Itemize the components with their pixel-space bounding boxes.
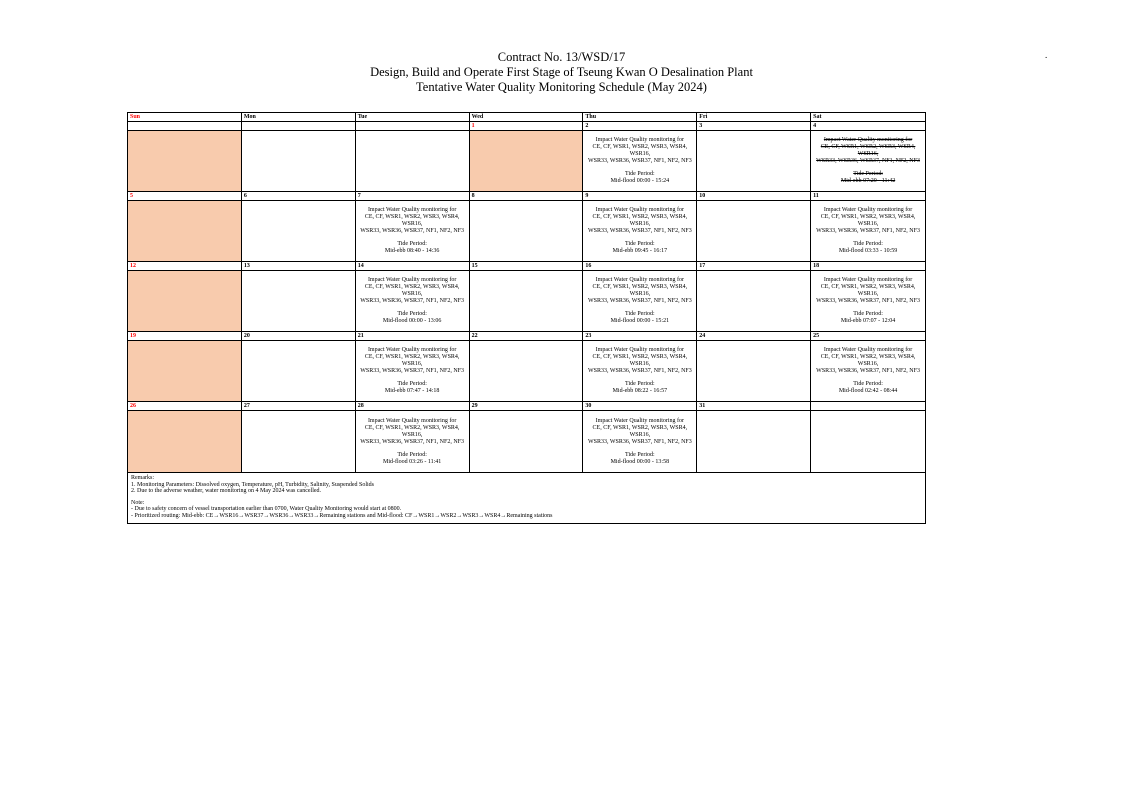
project-name: Design, Build and Operate First Stage of Tseung Kwan O Desalination Plant [370, 65, 753, 79]
event-text-line: Impact Water Quality monitoring for [823, 207, 913, 213]
day-cell [811, 411, 925, 472]
day-header-tue: Tue [356, 113, 470, 121]
day-cell [583, 411, 697, 472]
date-row-week-5 [128, 402, 925, 411]
day-cell [242, 411, 356, 472]
date-label-30: 30 [583, 402, 697, 410]
content-row-week-2 [128, 201, 925, 262]
day-header-mon: Mon [242, 113, 356, 121]
remark-line-1: 1. Monitoring Parameters: Dissolved oxygen, Temperature, pH, Turbidity, Salinity, Suspended Solids [131, 481, 375, 488]
day-cell [583, 271, 697, 331]
weekday-header-row [128, 113, 925, 122]
day-cell [697, 131, 811, 191]
day-cell [470, 201, 584, 261]
tide-period-value: Mid-flood 00:00 - 15:21 [610, 318, 670, 324]
event-text-line: WSR33, WSR36, WSR37, NF1, NF2, NF3 [587, 438, 692, 445]
date-label-24: 24 [697, 332, 811, 340]
date-label-9: 9 [583, 192, 697, 200]
event-text-line: WSR33, WSR36, WSR37, NF1, NF2, NF3 [360, 298, 465, 304]
event-text-line: Impact Water Quality monitoring for [823, 277, 913, 283]
event-text-line: WSR33, WSR36, WSR37, NF1, NF2, NF3 [360, 438, 465, 445]
day-cell [583, 201, 697, 261]
event-text-line: WSR33, WSR36, WSR37, NF1, NF2, NF3 [360, 368, 465, 374]
date-label-6: 6 [242, 192, 356, 200]
event-text-line: CE, CF, WSR1, WSR2, WSR3, WSR4, WSR16, [592, 214, 688, 227]
event-text-line: CE, CF, WSR1, WSR2, WSR3, WSR4, WSR16, [592, 284, 688, 297]
content-row-week-3 [128, 271, 925, 332]
date-label-20: 20 [242, 332, 356, 340]
event-text-line: CE, CF, WSR1, WSR2, WSR3, WSR4, WSR16, [820, 214, 916, 227]
date-label-13: 13 [242, 262, 356, 270]
event-text-line: CE, CF, WSR1, WSR2, WSR3, WSR4, WSR16, [364, 214, 460, 227]
day-cell [242, 201, 356, 261]
date-label-28: 28 [356, 402, 470, 410]
date-label-12: 12 [128, 262, 242, 270]
tide-period-label: Tide Period: [397, 381, 427, 387]
date-label-23: 23 [583, 332, 697, 340]
shaded-day-cell [470, 131, 584, 191]
tide-period-label: Tide Period: [853, 311, 883, 317]
event-text-line: CE, CF, WSR1, WSR2, WSR3, WSR4, WSR16, [592, 354, 688, 367]
event-text-line: CE, CF, WSR1, WSR2, WSR3, WSR4, WSR16, [592, 424, 688, 438]
tide-period-value: Mid-flood 00:00 - 13:58 [610, 458, 670, 465]
tide-period-label: Tide Period: [625, 311, 655, 317]
shaded-day-cell [128, 271, 242, 331]
day-cell [356, 271, 470, 331]
date-label-empty [811, 402, 925, 410]
date-label-empty [128, 122, 242, 130]
tide-period-label: Tide Period: [625, 171, 655, 177]
day-cell [242, 341, 356, 401]
date-row-week-2 [128, 192, 925, 201]
tide-period-value: Mid-ebb 08:40 - 14:36 [384, 248, 440, 254]
date-label-16: 16 [583, 262, 697, 270]
date-row-week-4 [128, 332, 925, 341]
monitoring-event [356, 347, 469, 395]
content-row-week-1 [128, 131, 925, 192]
monitoring-event [583, 137, 696, 185]
contract-number: Contract No. 13/WSD/17 [497, 50, 626, 64]
tide-period-value: Mid-ebb 07:47 - 14:18 [384, 388, 440, 394]
day-cell [811, 201, 925, 261]
shaded-day-cell [128, 411, 242, 472]
day-cell [356, 341, 470, 401]
day-cell [470, 271, 584, 331]
event-text-line: CE, CF, WSR1, WSR2, WSR3, WSR4, WSR16, [592, 144, 688, 157]
shaded-day-cell [128, 131, 242, 191]
tide-period-value: Mid-flood 02:42 - 08:44 [838, 388, 898, 394]
event-text-line: CE, CF, WSR1, WSR2, WSR3, WSR4, WSR16, [364, 284, 460, 297]
day-cell [470, 411, 584, 472]
tide-period-value: Mid-flood 00:00 - 13:06 [382, 318, 442, 324]
tide-period-value: Mid-ebb 07:20 - 11:42 [840, 178, 896, 184]
document-title [0, 50, 1123, 95]
day-cell [356, 201, 470, 261]
tide-period-label: Tide Period: [625, 381, 655, 387]
event-text-line: Impact Water Quality monitoring for [595, 347, 685, 353]
event-text-line: Impact Water Quality monitoring for [595, 417, 685, 424]
monitoring-event [811, 347, 925, 395]
event-text-line: WSR33, WSR36, WSR37, NF1, NF2, NF3 [816, 368, 920, 374]
tide-period-label: Tide Period: [853, 241, 883, 247]
monitoring-event [811, 207, 925, 255]
note-line-1: - Due to safety concern of vessel transportation earlier than 0700, Water Quality Monitoring would start at 0800. [131, 506, 402, 513]
event-text-line: Impact Water Quality monitoring for [823, 347, 913, 353]
event-text-line: WSR33, WSR36, WSR37, NF1, NF2, NF3 [816, 158, 920, 164]
date-label-22: 22 [470, 332, 584, 340]
event-text-line: Impact Water Quality monitoring for [595, 277, 685, 283]
monitoring-event-cancelled [811, 137, 925, 185]
event-text-line: Impact Water Quality monitoring for [595, 207, 685, 213]
monitoring-event [583, 277, 696, 325]
date-label-14: 14 [356, 262, 470, 270]
tide-period-value: Mid-ebb 07:07 - 12:04 [840, 318, 896, 324]
content-row-week-4 [128, 341, 925, 402]
day-cell [811, 271, 925, 331]
event-text-line: WSR33, WSR36, WSR37, NF1, NF2, NF3 [587, 228, 692, 234]
date-label-19: 19 [128, 332, 242, 340]
note-line-2: - Prioritized routing: Mid-ebb: CE→WSR16→WSR37→WSR36→WSR33→Remaining stations and Mid-flood: CF→WSR1→WSR2→WSR3→WSR4→Remaining stations [131, 512, 553, 519]
date-label-26: 26 [128, 402, 242, 410]
tide-period-value: Mid-ebb 09:45 - 16:17 [612, 248, 668, 254]
remarks-box [127, 472, 926, 524]
day-cell [697, 411, 811, 472]
tide-period-label: Tide Period: [853, 381, 883, 387]
day-header-thu: Thu [583, 113, 697, 121]
date-label-29: 29 [470, 402, 584, 410]
event-text-line: WSR33, WSR36, WSR37, NF1, NF2, NF3 [816, 298, 920, 304]
tide-period-label: Tide Period: [397, 311, 427, 317]
event-text-line: Impact Water Quality monitoring for [367, 207, 457, 213]
tide-period-label: Tide Period: [397, 451, 427, 458]
date-label-18: 18 [813, 263, 820, 269]
note-title: Note: [131, 499, 145, 506]
remarks-title: Remarks: [131, 475, 154, 481]
monitoring-event [356, 418, 469, 466]
day-cell [811, 131, 925, 191]
day-cell [356, 411, 470, 472]
event-text-line: WSR33, WSR36, WSR37, NF1, NF2, NF3 [587, 298, 692, 304]
day-header-wed: Wed [470, 113, 584, 121]
date-label-3: 3 [697, 122, 811, 130]
event-text-line: Impact Water Quality monitoring for [367, 417, 457, 424]
event-text-line: CE, CF, WSR1, WSR2, WSR3, WSR4, WSR16, [364, 424, 460, 438]
event-text-line: CE, CF, WSR1, WSR2, WSR3, WSR4, WSR16, [820, 284, 916, 297]
date-label-2: 2 [583, 122, 697, 130]
day-header-sat: Sat [813, 114, 822, 120]
calendar-table [127, 112, 926, 473]
monitoring-event [356, 207, 469, 255]
day-cell [356, 131, 470, 191]
day-cell [583, 131, 697, 191]
date-label-8: 8 [470, 192, 584, 200]
tide-period-label: Tide Period: [625, 241, 655, 247]
date-label-11: 11 [813, 193, 819, 199]
date-row-week-3 [128, 262, 925, 271]
monitoring-event [583, 207, 696, 255]
event-text-line: Impact Water Quality monitoring for [367, 277, 457, 283]
day-cell [697, 201, 811, 261]
day-header-sun: Sun [128, 113, 242, 121]
date-label-25: 25 [813, 333, 820, 339]
date-label-5: 5 [128, 192, 242, 200]
tide-period-label: Tide Period: [853, 171, 883, 177]
date-label-10: 10 [697, 192, 811, 200]
tide-period-value: Mid-flood 00:00 - 15:24 [610, 178, 670, 184]
event-text-line: WSR33, WSR36, WSR37, NF1, NF2, NF3 [360, 228, 465, 234]
date-label-1: 1 [470, 122, 584, 130]
day-cell [470, 341, 584, 401]
date-row-week-1 [128, 122, 925, 131]
shaded-day-cell [128, 341, 242, 401]
event-text-line: CE, CF, WSR1, WSR2, WSR3, WSR4, WSR16, [364, 354, 460, 367]
event-text-line: Impact Water Quality monitoring for [823, 137, 913, 143]
monitoring-event [583, 347, 696, 395]
day-cell [697, 271, 811, 331]
shaded-day-cell [128, 201, 242, 261]
content-row-week-5 [128, 411, 925, 472]
date-label-21: 21 [356, 332, 470, 340]
event-text-line: CE, CF, WSR1, WSR2, WSR3, WSR4, WSR16, [820, 354, 916, 367]
tide-period-label: Tide Period: [625, 451, 655, 458]
day-cell [697, 341, 811, 401]
event-text-line: Impact Water Quality monitoring for [367, 347, 457, 353]
date-label-15: 15 [470, 262, 584, 270]
date-label-7: 7 [356, 192, 470, 200]
tide-period-label: Tide Period: [397, 241, 427, 247]
schedule-title: Tentative Water Quality Monitoring Schedule (May 2024) [416, 80, 707, 94]
event-text-line: WSR33, WSR36, WSR37, NF1, NF2, NF3 [587, 158, 692, 164]
date-label-27: 27 [242, 402, 356, 410]
event-text-line: WSR33, WSR36, WSR37, NF1, NF2, NF3 [816, 228, 920, 234]
monitoring-event [811, 277, 925, 325]
date-label-4: 4 [813, 123, 817, 129]
day-cell [583, 341, 697, 401]
date-label-17: 17 [697, 262, 811, 270]
date-label-empty [242, 122, 356, 130]
day-cell [811, 341, 925, 401]
stray-dot-mark: . [1045, 50, 1048, 60]
date-label-31: 31 [697, 402, 811, 410]
monitoring-event [583, 418, 696, 466]
remark-line-2: 2. Due to the adverse weather, water monitoring on 4 May 2024 was cancelled. [131, 488, 322, 495]
day-cell [242, 131, 356, 191]
event-text-line: WSR33, WSR36, WSR37, NF1, NF2, NF3 [587, 368, 692, 374]
event-text-line: Impact Water Quality monitoring for [595, 137, 685, 143]
date-label-empty [356, 122, 470, 130]
tide-period-value: Mid-flood 03:33 - 10:59 [838, 248, 898, 254]
day-header-fri: Fri [697, 113, 811, 121]
day-cell [242, 271, 356, 331]
tide-period-value: Mid-ebb 08:22 - 16:57 [612, 388, 668, 394]
tide-period-value: Mid-flood 03:26 - 11:41 [382, 458, 442, 465]
event-text-line: CE, CF, WSR1, WSR2, WSR3, WSR4, WSR16, [820, 144, 916, 157]
monitoring-event [356, 277, 469, 325]
